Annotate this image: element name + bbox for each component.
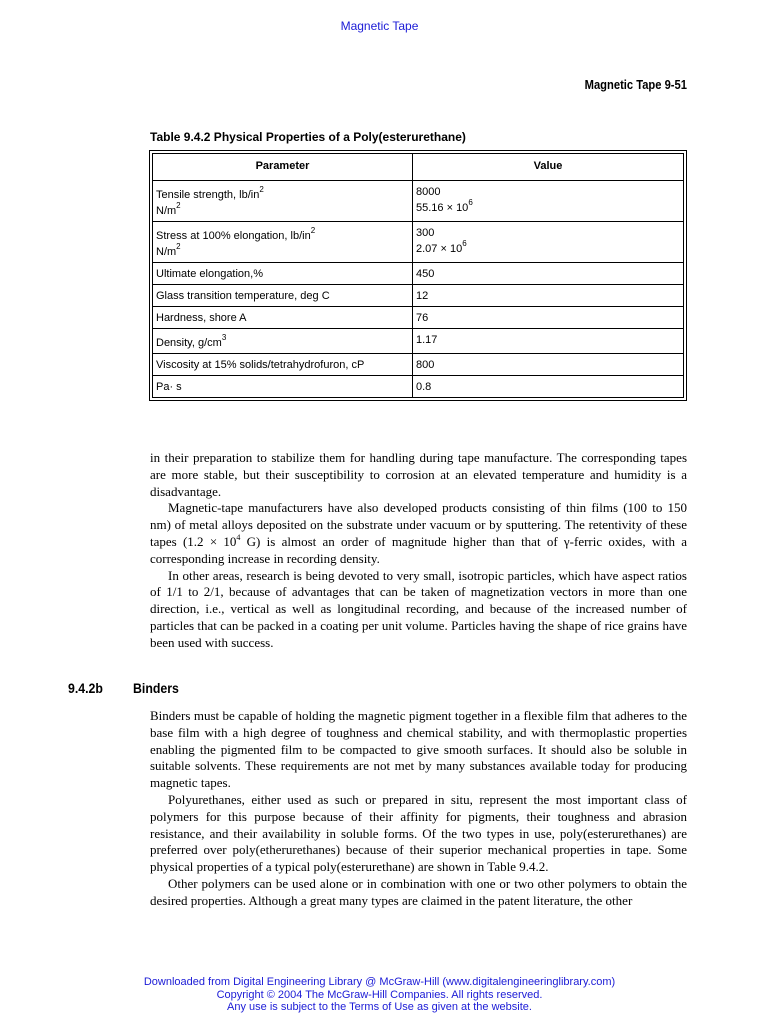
value-text: 8000: [416, 186, 441, 198]
param-cell: Viscosity at 15% solids/tetrahydrofuron, cP: [153, 354, 413, 376]
table-row: [153, 181, 684, 222]
value-cell: 12: [413, 285, 684, 307]
column-header-value: Value: [413, 154, 684, 181]
value-cell: 0.8: [413, 376, 684, 398]
running-head: Magnetic Tape 9-51: [584, 77, 687, 92]
properties-table-frame: [149, 150, 687, 401]
table-row: [153, 307, 684, 329]
superscript: 4: [236, 532, 241, 542]
section-title: Binders: [133, 680, 179, 696]
param-cell: [153, 329, 413, 354]
param-text: N/m: [156, 246, 177, 258]
value-cell: 450: [413, 263, 684, 285]
text-run: Magnetic-tape manufacturers have also developed products consisting of thin films (100 to 150 nm) of metal alloys deposited on the substrate under vacuum or by sputtering. The retentivity of these tapes (1.2 × 10: [150, 500, 687, 549]
paragraph: Binders must be capable of holding the magnetic pigment together in a flexible film that adheres to the base film with a high degree of toughness and chemical stability, and with thermoplastic properties enabling the pigmented film to be compacted to give smooth surfaces. It should also be soluble in suitable solvents. These requirements are not met by many substances available today for producing magnetic tapes.: [150, 708, 687, 791]
param-text: Tensile strength, lb/in: [156, 189, 260, 201]
paragraph: In other areas, research is being devoted to very small, isotropic particles, which have aspect ratios of 1/1 to 2/1, because of advantages that can be taken of magnetization vectors in more than one direction, i.e., vertical as well as longitudinal recording, and because of the increased number of particles that can be packed in a coating per unit volume. Particles having the shape of rice grains have been used with success.: [150, 567, 687, 650]
superscript: 2: [259, 185, 264, 195]
table-row: [153, 285, 684, 307]
paragraph: [150, 500, 687, 567]
body-text-upper: [150, 450, 687, 652]
value-cell: [413, 181, 684, 222]
footer-copyright: Copyright © 2004 The McGraw-Hill Companies. All rights reserved.: [216, 988, 543, 1001]
section-number: 9.4.2b: [68, 680, 103, 696]
properties-table: [152, 153, 684, 398]
superscript: 2: [310, 226, 316, 236]
value-cell: 800: [413, 354, 684, 376]
top-link-magnetic-tape[interactable]: Magnetic Tape: [340, 19, 419, 33]
superscript: 6: [462, 239, 467, 249]
table-row: [153, 376, 684, 398]
value-text: 300: [416, 227, 435, 239]
param-text: Stress at 100% elongation, lb/in: [156, 230, 311, 242]
table-caption: Table 9.4.2 Physical Properties of a Poly(esterurethane): [150, 130, 466, 144]
superscript: 2: [176, 201, 181, 211]
footer: [0, 976, 759, 1014]
value-text: 55.16 × 10: [416, 202, 469, 214]
param-cell: Pa· s: [153, 376, 413, 398]
table-header-row: [153, 154, 684, 181]
superscript: 2: [176, 242, 181, 252]
value-cell: [413, 222, 684, 263]
table-row: [153, 222, 684, 263]
superscript: 6: [468, 198, 473, 208]
param-text: Density, g/cm: [156, 337, 222, 349]
param-text: N/m: [156, 205, 177, 217]
table-row: [153, 329, 684, 354]
value-cell: 1.17: [413, 329, 684, 354]
param-cell: [153, 222, 413, 263]
paragraph: Polyurethanes, either used as such or prepared in situ, represent the most important class of polymers for this purpose because of their affinity for pigments, their toughness and abrasion resistance, and their availability in soluble forms. Of the two types in use, poly(esterurethanes) are preferred over poly(etherurethanes) because of their superior mechanical properties in tape. Some physical properties of a typical poly(esterurethane) are shown in Table 9.4.2.: [150, 791, 687, 875]
body-text-lower: [150, 708, 687, 910]
paragraph: Other polymers can be used alone or in combination with one or two other polymers to obtain the desired properties. Although a great many types are claimed in the patent literature, the other: [150, 875, 687, 908]
param-cell: Hardness, shore A: [153, 307, 413, 329]
footer-download-link[interactable]: Downloaded from Digital Engineering Library @ McGraw-Hill (www.digitalengineeringlibrary.com): [143, 976, 616, 988]
footer-terms-link[interactable]: Any use is subject to the Terms of Use as given at the website.: [227, 1001, 532, 1013]
paragraph: in their preparation to stabilize them for handling during tape manufacture. The corresponding tapes are more stable, but their susceptibility to corrosion at an elevated temperature and humidity is a disadvantage.: [150, 450, 687, 499]
param-cell: Ultimate elongation,%: [153, 263, 413, 285]
param-cell: Glass transition temperature, deg C: [153, 285, 413, 307]
value-cell: 76: [413, 307, 684, 329]
param-cell: [153, 181, 413, 222]
table-row: [153, 263, 684, 285]
superscript: 3: [221, 333, 227, 343]
table-row: [153, 354, 684, 376]
text-run: G) is almost an order of magnitude higher than that of γ-ferric oxides, with a corresponding increase in recording density.: [150, 533, 687, 566]
value-text: 2.07 × 10: [416, 243, 463, 255]
column-header-parameter: Parameter: [153, 154, 413, 181]
